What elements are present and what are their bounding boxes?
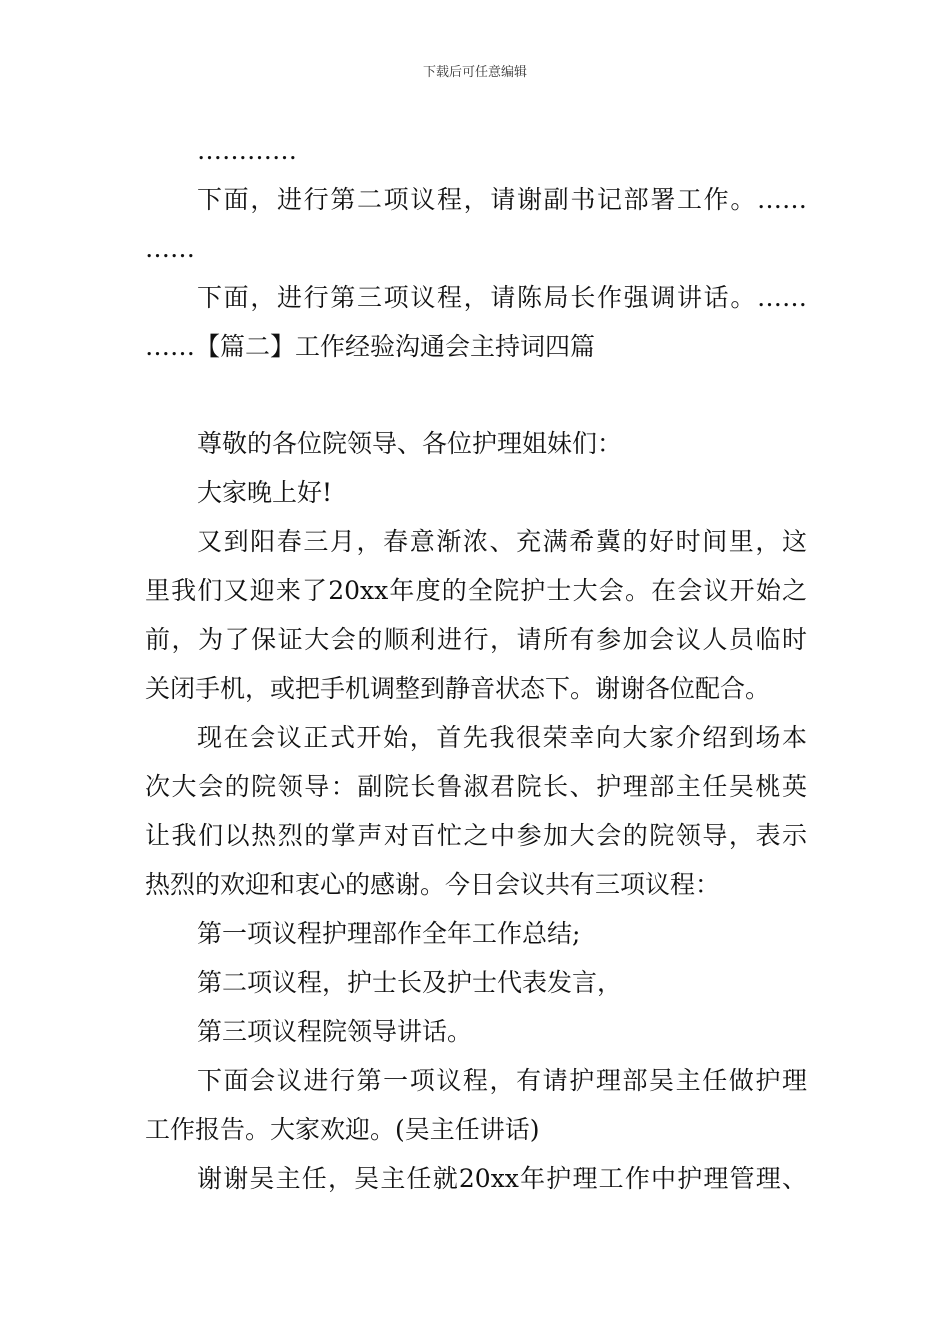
text-line: 热烈的欢迎和衷心的感谢。今日会议共有三项议程： bbox=[145, 870, 721, 899]
text-line: 下面，进行第二项议程，请谢副书记部署工作。…… bbox=[197, 185, 807, 214]
text-line: 里我们又迎来了20xx年度的全院护士大会。在会议开始之 bbox=[145, 576, 807, 605]
text-line: 尊敬的各位院领导、各位护理姐妹们： bbox=[197, 429, 623, 458]
text-line: 第三项议程院领导讲话。 bbox=[197, 1017, 473, 1046]
text-line: …… bbox=[145, 234, 195, 263]
text-line: 第二项议程，护士长及护士代表发言， bbox=[197, 968, 623, 997]
text-line: 让我们以热烈的掌声对百忙之中参加大会的院领导，表示 bbox=[145, 821, 807, 850]
text-line: 又到阳春三月，春意渐浓、充满希冀的好时间里，这 bbox=[197, 527, 807, 556]
text-line: 谢谢吴主任，吴主任就20xx年护理工作中护理管理、 bbox=[197, 1164, 807, 1193]
text-line: 大家晚上好! bbox=[197, 478, 333, 507]
text-line: 现在会议正式开始，首先我很荣幸向大家介绍到场本 bbox=[197, 723, 807, 752]
text-line: 下面会议进行第一项议程，有请护理部吴主任做护理 bbox=[197, 1066, 807, 1095]
text-line: 次大会的院领导：副院长鲁淑君院长、护理部主任吴桃英 bbox=[145, 772, 807, 801]
text-line: 关闭手机，或把手机调整到静音状态下。谢谢各位配合。 bbox=[145, 674, 771, 703]
text-line: 下面，进行第三项议程，请陈局长作强调讲话。…… bbox=[197, 283, 807, 312]
text-line: 前，为了保证大会的顺利进行，请所有参加会议人员临时 bbox=[145, 625, 807, 654]
document-body bbox=[145, 126, 807, 1203]
paragraph-gap bbox=[145, 371, 807, 419]
text-line: ……【篇二】工作经验沟通会主持词四篇 bbox=[145, 332, 596, 361]
page-header: 下载后可任意编辑 bbox=[422, 65, 527, 80]
text-line: 工作报告。大家欢迎。(吴主任讲话) bbox=[145, 1115, 540, 1144]
text-line: 第一项议程护理部作全年工作总结; bbox=[197, 919, 581, 948]
text-line: ………… bbox=[197, 136, 297, 165]
